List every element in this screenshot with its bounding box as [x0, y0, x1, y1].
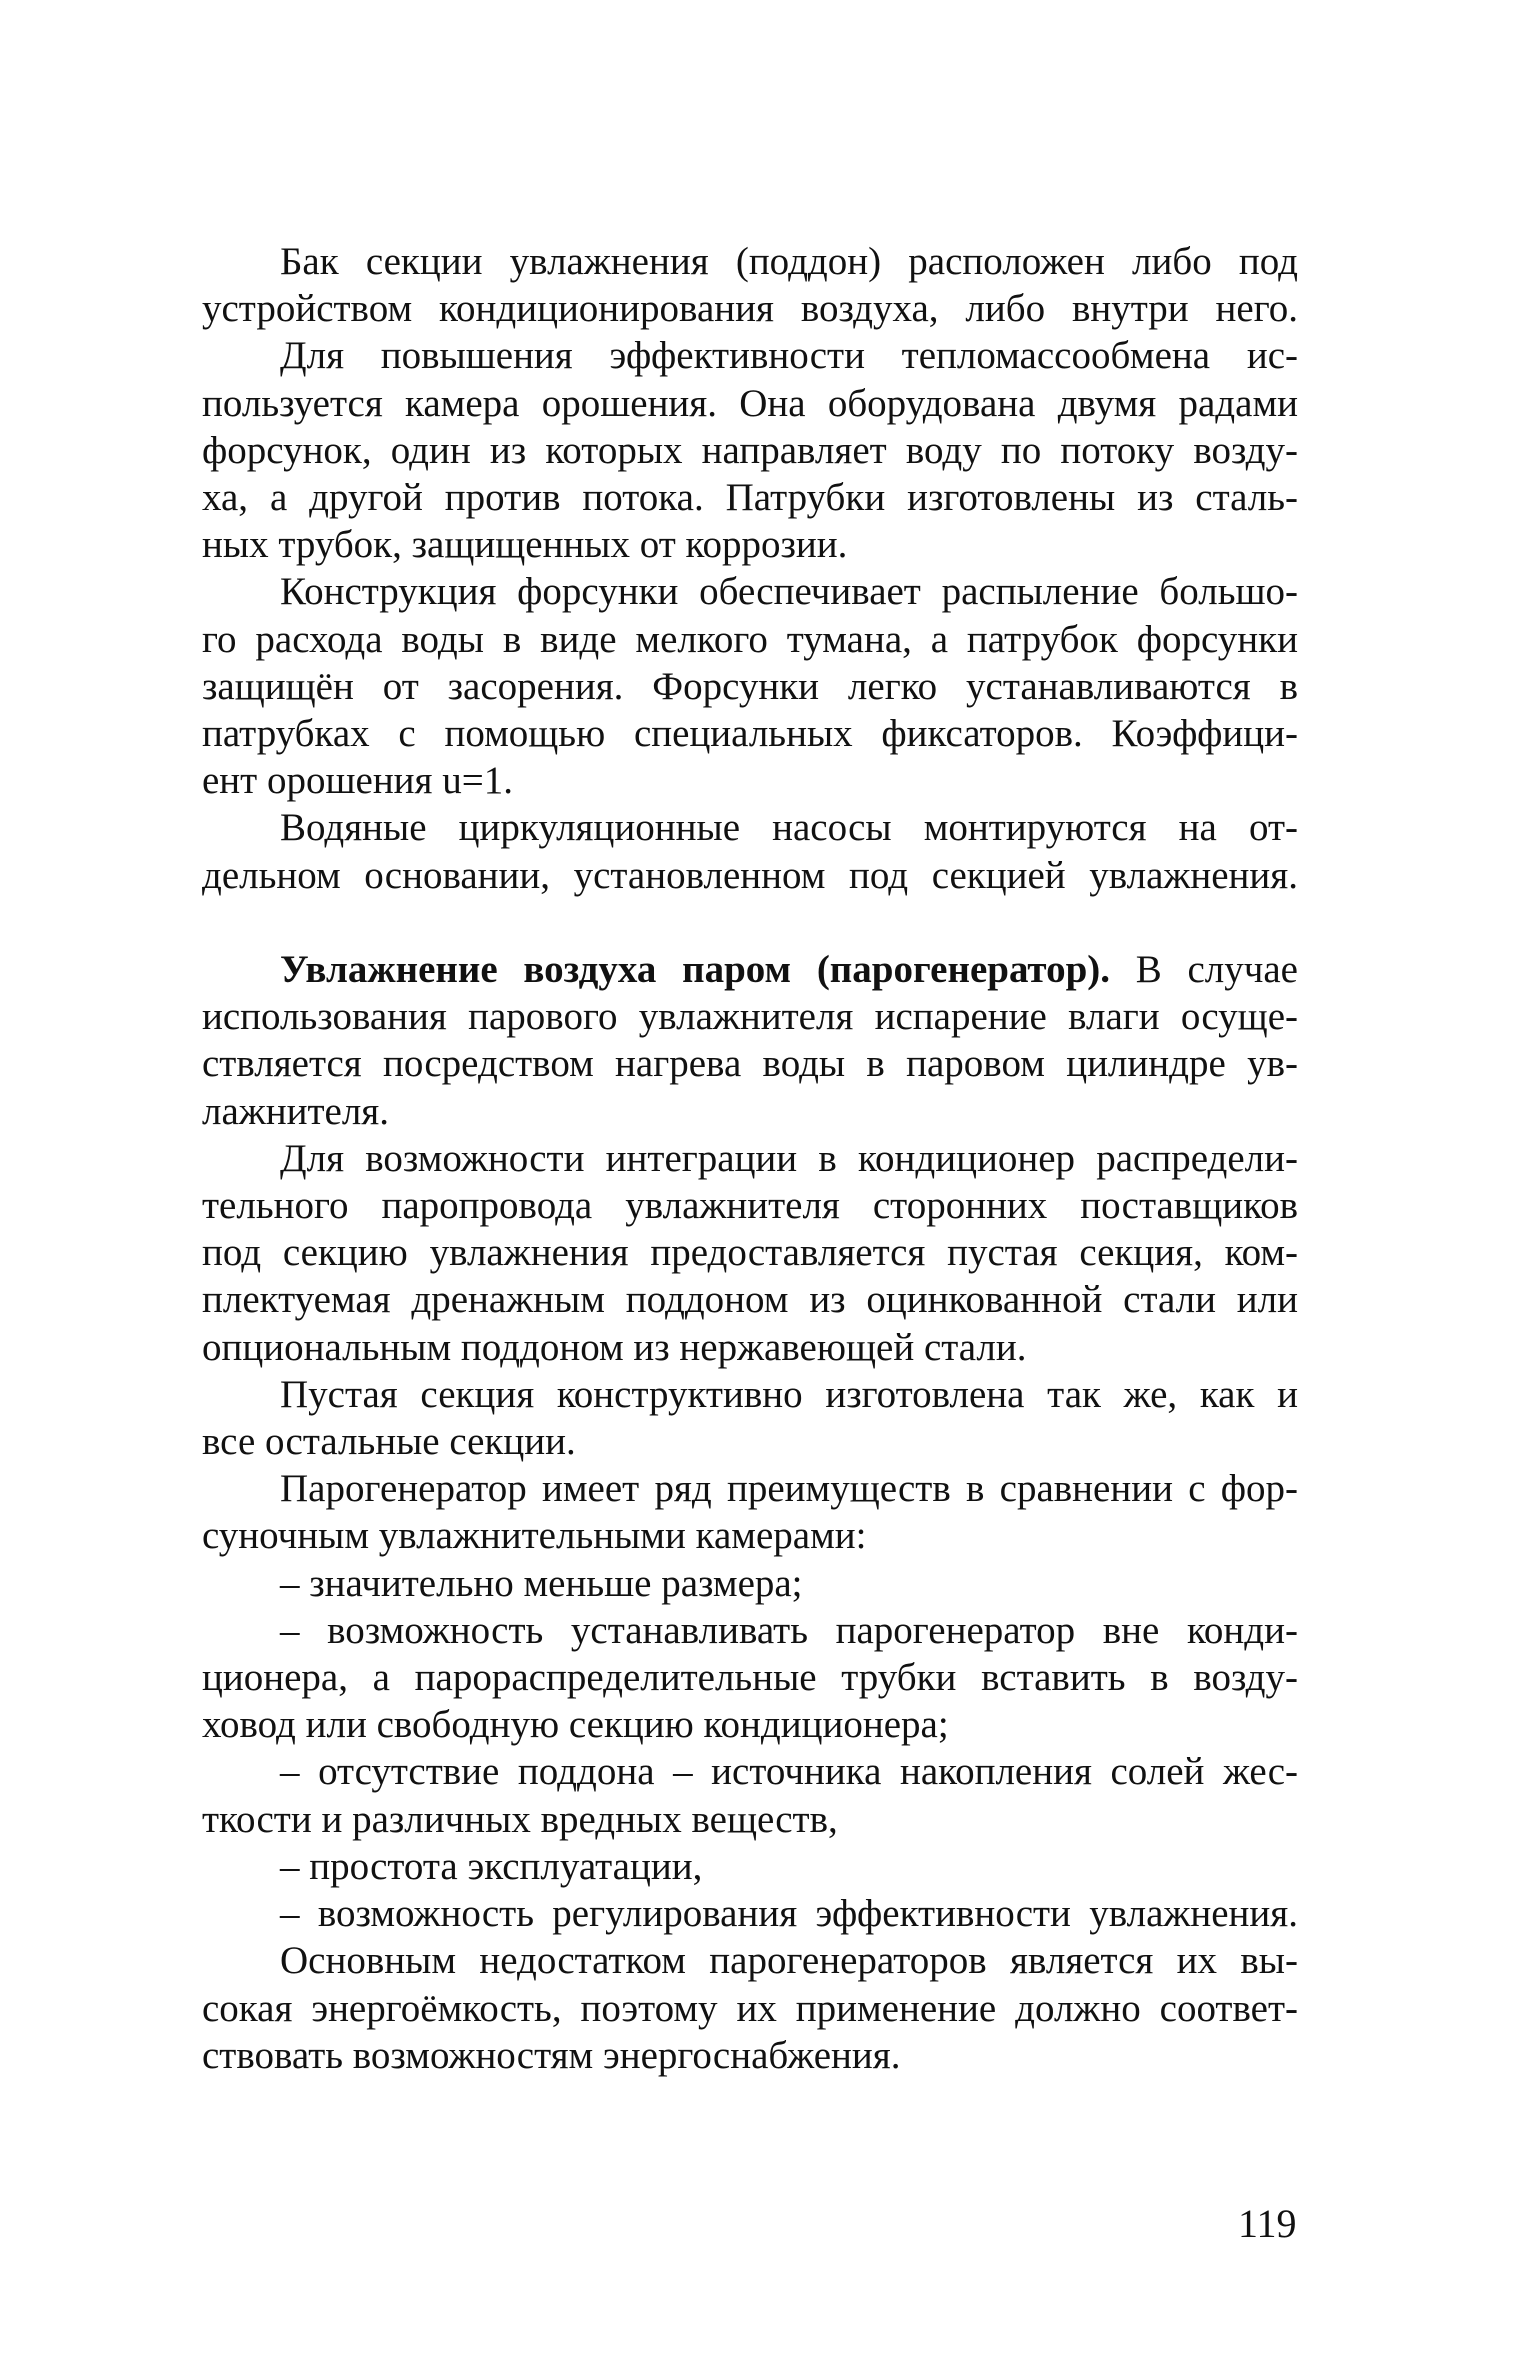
text-line: ных трубок, защищенных от коррозии.: [202, 523, 848, 567]
page-number: 119: [1238, 2201, 1297, 2246]
text-line: пользуется камера орошения. Она оборудована двумя радами: [202, 381, 1298, 425]
text-line: – простота эксплуатации,: [280, 1844, 703, 1888]
text-line: патрубках с помощью специальных фиксаторов. Коэффици-: [202, 712, 1298, 756]
text-line: Основным недостатком парогенераторов является их вы-: [280, 1939, 1298, 1983]
text-line: под секцию увлажнения предоставляется пустая секция, ком-: [202, 1231, 1298, 1275]
text-line: использования парового увлажнителя испарение влаги осуще-: [202, 995, 1298, 1039]
paragraph: [202, 1465, 1298, 1559]
text-line: устройством кондиционирования воздуха, либо внутри него.: [202, 287, 1298, 331]
paragraph: [202, 238, 1298, 332]
text-line: Водяные циркуляционные насосы монтируются на от-: [280, 806, 1298, 850]
text-line: сокая энергоёмкость, поэтому их применение должно соответ-: [202, 1986, 1298, 2030]
section-paragraph: [202, 946, 1298, 1135]
text-line: защищён от засорения. Форсунки легко устанавливаются в: [202, 664, 1298, 708]
text-line: ционера, а парораспределительные трубки вставить в возду-: [202, 1656, 1298, 1700]
text-line: – значительно меньше размера;: [280, 1561, 803, 1605]
paragraph: [202, 1371, 1298, 1465]
text-line: – возможность регулирования эффективности увлажнения.: [280, 1892, 1298, 1936]
spacer: [202, 899, 1298, 946]
paragraph: [202, 332, 1298, 568]
text-line: Парогенератор имеет ряд преимуществ в сравнении с фор-: [280, 1467, 1298, 1511]
list-item: [202, 1890, 1298, 1937]
list-item: [202, 1748, 1298, 1842]
paragraph: [202, 804, 1298, 898]
text-line: тельного паропровода увлажнителя сторонних поставщиков: [202, 1184, 1298, 1228]
text-line: – отсутствие поддона – источника накопления солей жес-: [280, 1750, 1298, 1794]
text-line: ент орошения u=1.: [202, 759, 513, 803]
text-line: Для возможности интеграции в кондиционер распредели-: [280, 1136, 1298, 1180]
text-line: Пустая секция конструктивно изготовлена так же, как и: [280, 1372, 1298, 1416]
text-line: все остальные секции.: [202, 1420, 576, 1464]
text-line: го расхода воды в виде мелкого тумана, а патрубок форсунки: [202, 617, 1298, 661]
text-line: ткости и различных вредных веществ,: [202, 1797, 838, 1841]
section-heading: Увлажнение воздуха паром (парогенератор).: [280, 948, 1111, 992]
paragraph: [202, 1937, 1298, 2079]
text-line: ха, а другой против потока. Патрубки изготовлены из сталь-: [202, 476, 1298, 520]
text-line: лажнителя.: [202, 1089, 389, 1133]
text-line: – возможность устанавливать парогенератор вне конди-: [280, 1608, 1298, 1652]
list-item: [202, 1607, 1298, 1749]
text-line: суночным увлажнительными камерами:: [202, 1514, 867, 1558]
text-line: опциональным поддоном из нержавеющей стали.: [202, 1325, 1027, 1369]
heading-line-rest: В случае: [1110, 948, 1298, 992]
text-line: Для повышения эффективности тепломассообмена ис-: [280, 334, 1298, 378]
text-line: [202, 946, 1298, 993]
text-line: ховод или свободную секцию кондиционера;: [202, 1703, 949, 1747]
text-line: Конструкция форсунки обеспечивает распыление большо-: [280, 570, 1298, 614]
text-line: Бак секции увлажнения (поддон) расположен либо под: [280, 240, 1298, 283]
text-line: дельном основании, установленном под секцией увлажнения.: [202, 853, 1298, 897]
list-item: [202, 1843, 1298, 1890]
paragraph: [202, 1135, 1298, 1371]
text-line: плектуемая дренажным поддоном из оцинкованной стали или: [202, 1278, 1298, 1322]
paragraph: [202, 568, 1298, 804]
text-line: форсунок, один из которых направляет воду по потоку возду-: [202, 428, 1298, 472]
list-item: [202, 1560, 1298, 1607]
text-line: ствляется посредством нагрева воды в паровом цилиндре ув-: [202, 1042, 1298, 1086]
page-body: [202, 238, 1298, 2079]
text-line: ствовать возможностям энергоснабжения.: [202, 2033, 901, 2077]
